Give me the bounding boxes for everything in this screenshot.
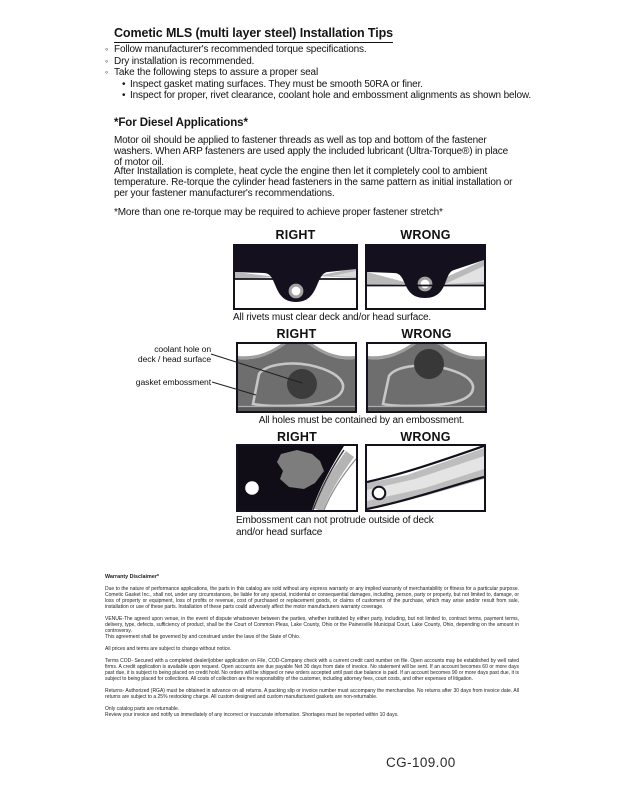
coolant-hole (414, 349, 444, 379)
bullet-circle-icon: ◦ (105, 67, 109, 78)
page-code: CG-109.00 (386, 755, 456, 770)
tip-item (105, 56, 545, 68)
bullet-circle-icon: ◦ (105, 44, 109, 54)
tip-text: Inspect gasket mating surfaces. They must be smooth 50RA or finer. (130, 78, 423, 90)
tip-item (105, 44, 545, 56)
right-label: RIGHT (277, 430, 317, 444)
rivet-right-drawing (235, 246, 356, 308)
review-invoice-line: Review your invoice and notify us immediately of any incorrect or inaccurate information. Shortages must be reported within 10 days. (105, 712, 399, 718)
warranty-paragraph: Due to the nature of performance applications, the parts in this catalog are sold without any express warranty or any implied warranty of merchantability or fitness for a particular purpose. Cometic Gasket Inc., shall not, under any circumstances, be liable for any special, incidental or consequential damages, including, person, party or property, but not limited to, damage, or loss of property or equipment, loss of profits or revenue, cost of purchased or replacement goods, or claims of customers of the purchase, which may arise and/or result from sale, installation or use of these parts. Installation of these parts could adversely affect the motor manufacturers warranty coverage. (105, 586, 519, 610)
tip-item (105, 67, 545, 79)
governing-law-line: This agreement shall be governed by and construed under the laws of the State of Ohio. (105, 634, 301, 640)
bullet-dot-icon: • (122, 78, 126, 90)
rivet-wrong-drawing (367, 246, 484, 308)
rivet-wrong-diagram (365, 244, 486, 310)
tip-text: Take the following steps to assure a proper seal (114, 67, 319, 79)
row1-caption: All rivets must clear deck and/or head surface. (233, 312, 432, 323)
embossment-wrong-drawing (368, 344, 485, 411)
installation-tips-list (105, 44, 545, 102)
row2-caption: All holes must be contained by an embossment. (258, 415, 465, 426)
bullet-dot-icon: • (122, 90, 126, 102)
diesel-paragraph-3: *More than one re-torque may be required to achieve proper fastener stretch* (114, 207, 443, 218)
returnable-paragraph: Only catalog parts are returnable. Review your invoice and notify us immediately of any incorrect or inaccurate information. Shortages must be reported within 10 days. (105, 706, 399, 718)
wrong-label: WRONG (400, 228, 451, 242)
deck-edge-right-diagram (236, 444, 358, 512)
bolt-hole (245, 481, 259, 495)
diesel-paragraph-2: After Installation is complete, heat cycle the engine then let it completely cool to ambient temperature. Re-torque the cylinder head fasteners in the same pattern as initial installation or per your fastener manufacturer's recommendations. (114, 166, 513, 200)
coolant-hole-annotation: coolant hole on deck / head surface (137, 344, 211, 364)
terms-paragraph: Terms COD- Secured with a completed dealer/jobber application on File, COD-Company check with a current credit card number on file. Open accounts may be established by well rated firms. A credit application is available upon request. Open accounts are due payable Net 30 days from date of invoice. No statement will be sent. If an account becomes 60 or more days past due, it is subject to being placed on credit hold. No orders will be shipped or new orders accepted until past due balance is paid. If an account becomes 90 or more days past due, it is subject to being placed for collections. All costs of collection are the responsibility of the customer, including attorney fees, court costs, and other expenses of litigation. (105, 658, 519, 682)
tip-sub-item (122, 79, 545, 91)
venue-paragraph: VENUE-The agreed upon venue, in the event of dispute whatsoever between the parties, whether instituted by either party, including, but not limited to, contract terms, payment terms, delivery, type, defects, sufficiency of product, shall be the Court of Common Pleas, Lake County, Ohio or the Painesville Municipal Court, Lake County, Ohio, depending on the amount in controversy. This agreement shall be governed by and construed under the laws of the State of Ohio. (105, 616, 519, 640)
diesel-section-heading: *For Diesel Applications* (114, 117, 248, 129)
legal-disclaimer-block (105, 574, 519, 724)
warranty-disclaimer-heading: Warranty Disclaimer* (105, 574, 160, 580)
gasket-embossment-annotation: gasket embossment (135, 377, 211, 387)
deck-edge-wrong-drawing (367, 446, 484, 510)
wrong-label: WRONG (401, 327, 452, 341)
returns-paragraph: Returns- Authorized (RGA) must be obtained in advance on all returns. A packing slip or invoice number must accompany the merchandise. No returns after 30 days from invoice date. All returns are subject to a 25% restocking charge. All custom designed and custom manufactured gaskets are non-returnable. (105, 688, 519, 700)
tip-sub-item (122, 90, 545, 102)
tip-text: Follow manufacturer's recommended torque specifications. (114, 44, 367, 55)
deck-edge-wrong-diagram (365, 444, 486, 512)
right-label: RIGHT (276, 327, 317, 341)
bolt-hole (373, 487, 386, 500)
tip-text: Dry installation is recommended. (114, 55, 255, 67)
prices-line: All prices and terms are subject to change without notice. (105, 646, 232, 652)
page-title: Cometic MLS (multi layer steel) Installation Tips (114, 26, 393, 43)
tip-text: Inspect for proper, rivet clearance, coolant hole and embossment alignments as shown below. (130, 90, 532, 102)
embossment-wrong-diagram (366, 342, 487, 413)
diesel-paragraph-1: Motor oil should be applied to fastener threads as well as top and bottom of the fastener washers. When ARP fasteners are used apply the included lubricant (Ultra-Torque®) in place of motor oil. (114, 135, 508, 169)
right-label: RIGHT (275, 228, 316, 242)
deck-edge-right-drawing (238, 446, 356, 510)
annotation-leader-lines (205, 349, 305, 399)
rivet-right-diagram (233, 244, 358, 310)
bullet-circle-icon: ◦ (105, 55, 109, 66)
wrong-label: WRONG (400, 430, 451, 444)
row3-caption: Embossment can not protrude outside of deck and/or head surface (236, 515, 434, 538)
